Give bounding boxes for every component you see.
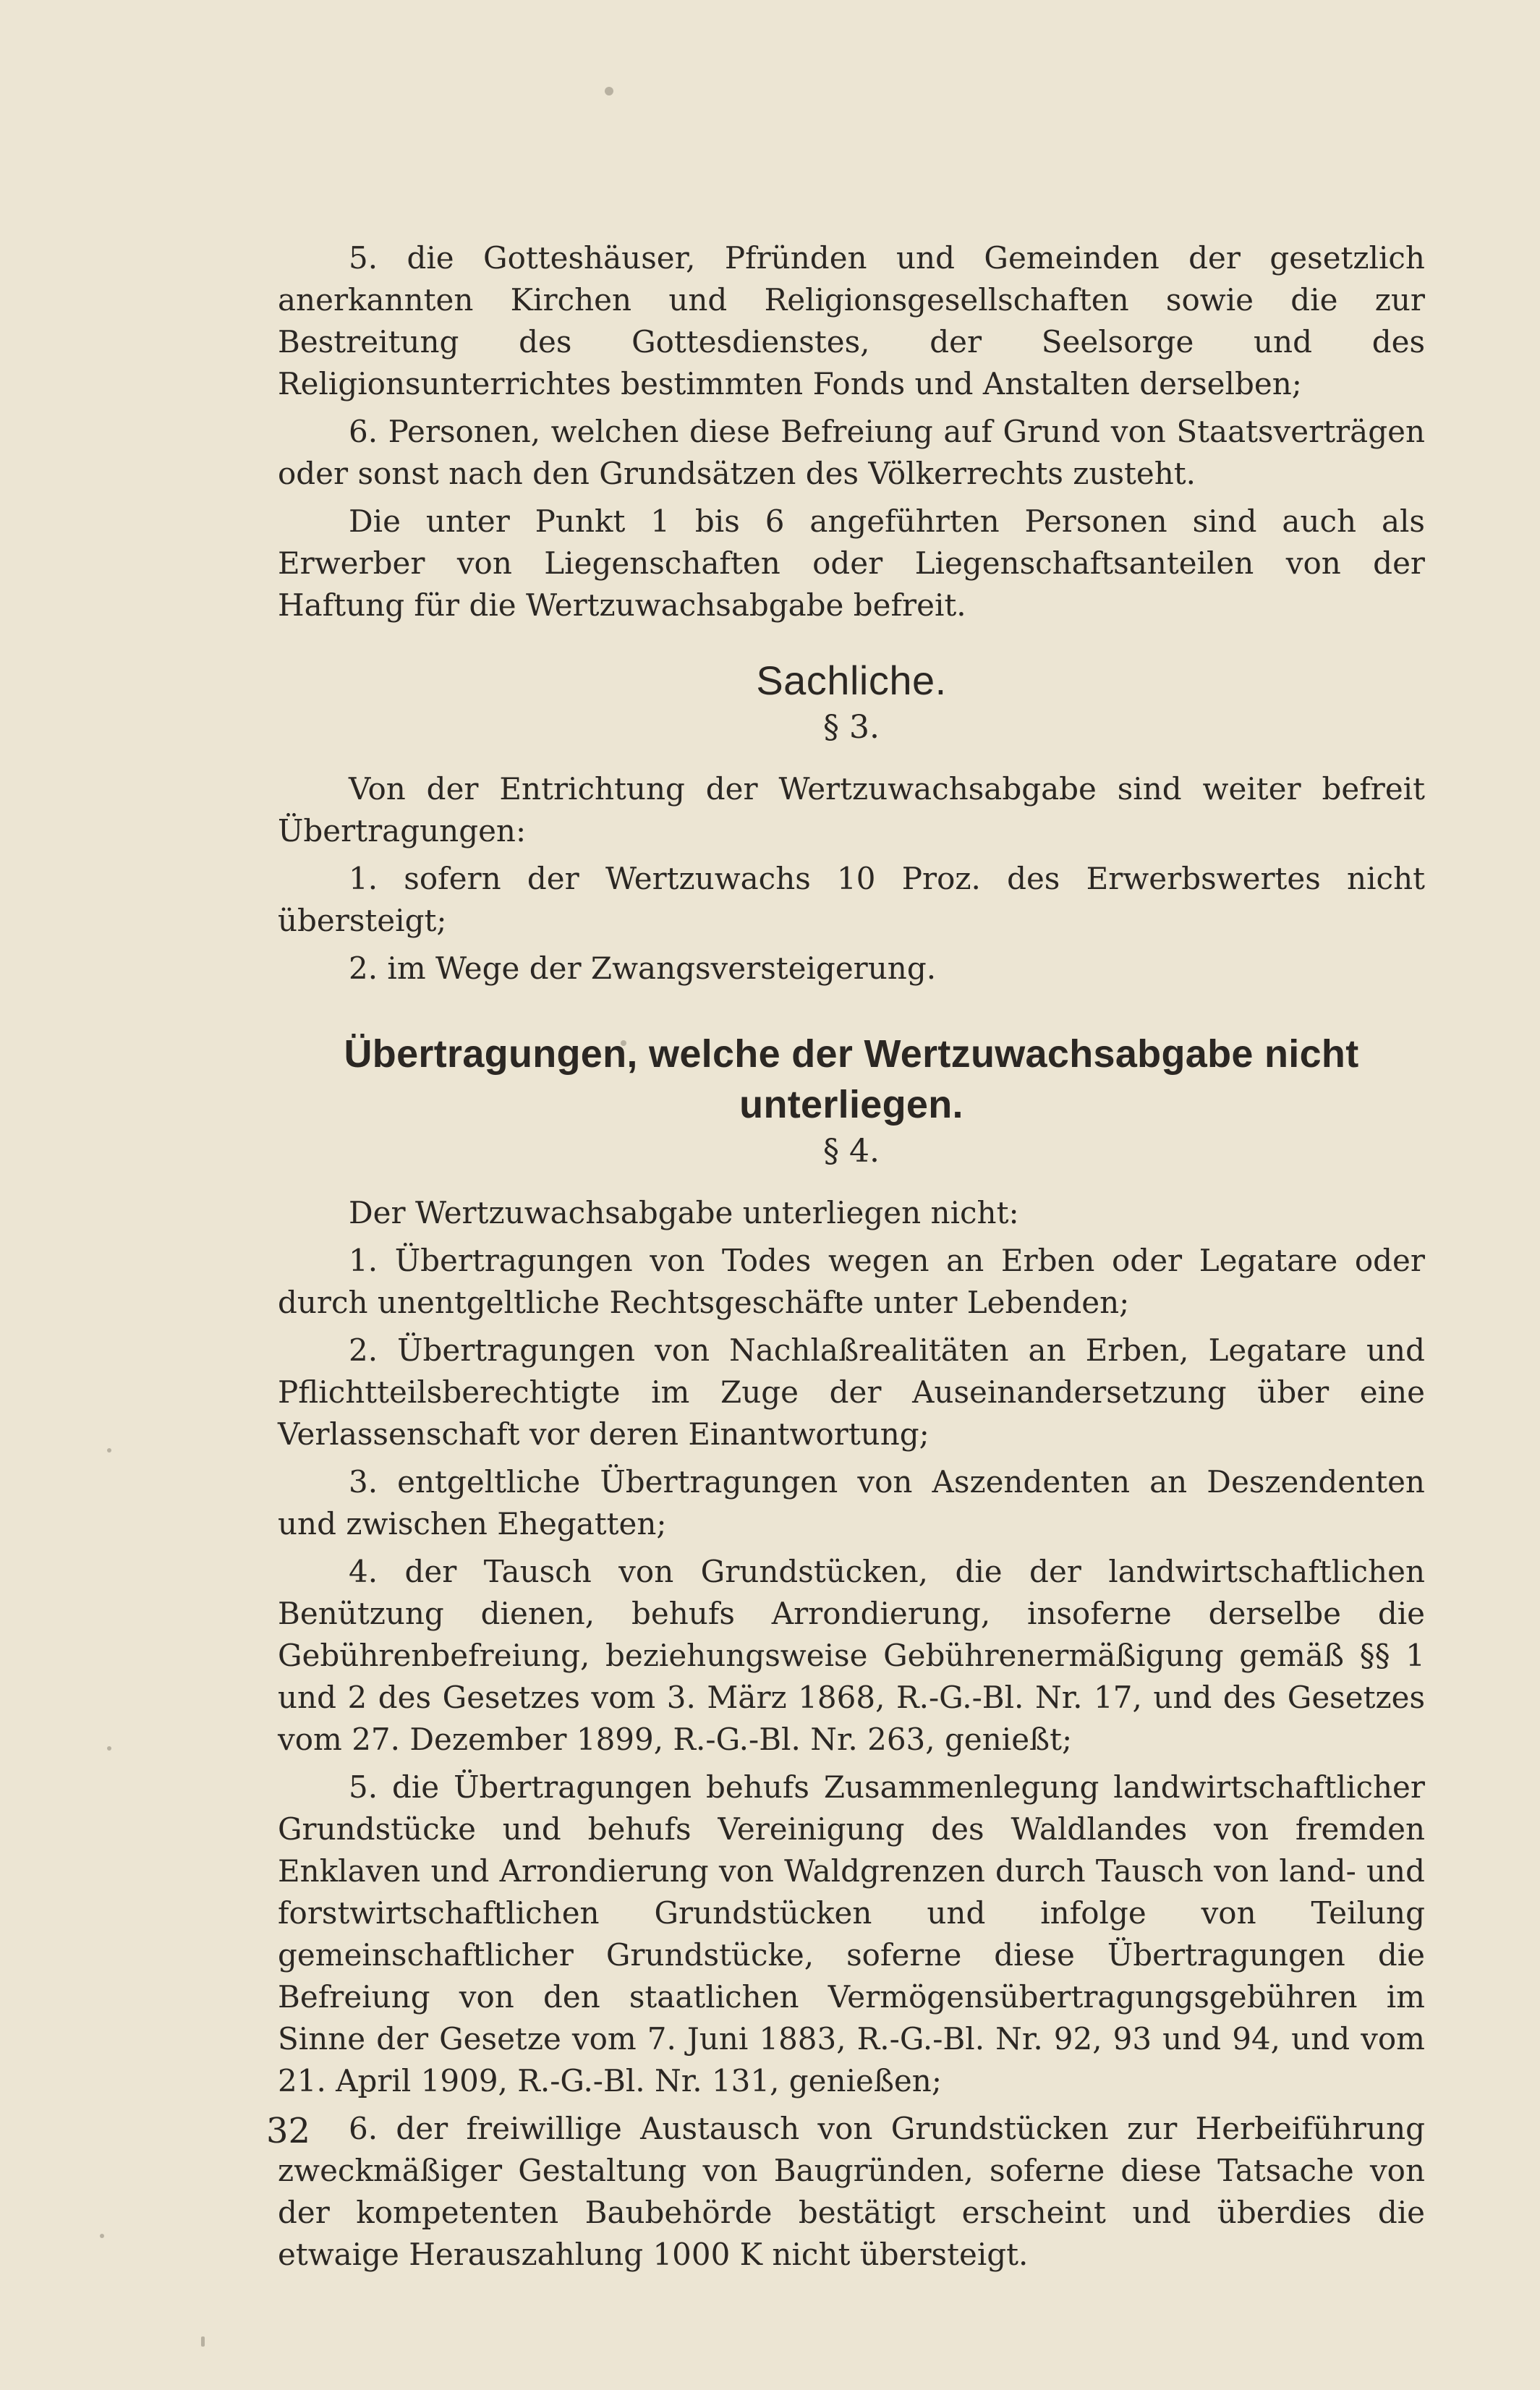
section-mark-4: § 4. — [823, 1133, 880, 1170]
section4-item-4: 4. der Tausch von Grundstücken, die der landwirtschaftlichen Benützung dienen, behufs Arrondierung, insoferne derselbe die Gebührenbefreiung, beziehungsweise Gebührenermäßigung gemäß §§ 1 und 2 des Gesetzes vom 3. März 1868, R.-G.-Bl. Nr. 17, und des Gesetzes vom 27. Dezember 1899, R.-G.-Bl. Nr. 263, genießt; — [278, 1554, 1425, 1757]
section4-item-3: 3. entgeltliche Übertragungen von Aszendenten an Deszendenten und zwischen Ehegatten; — [278, 1464, 1425, 1541]
section3-item-2: 2. im Wege der Zwangsversteigerung. — [349, 951, 937, 986]
section4-item-6: 6. der freiwillige Austausch von Grundstücken zur Herbeiführung zweckmäßiger Gestaltung von Baugründen, soferne diese Tatsache von der kompetenten Baubehörde bestätigt erscheint und überdies die etwaige Herauszahlung 1000 K nicht übersteigt. — [278, 2111, 1425, 2272]
paper-speck — [100, 2234, 104, 2238]
paper-speck — [107, 1448, 111, 1453]
section3-item-1: 1. sofern der Wertzuwachs 10 Proz. des Erwerbswertes nicht übersteigt; — [278, 861, 1425, 938]
section-heading-uebertragungen: Übertragungen, welche der Wertzuwachsabgabe nicht unterliegen. — [344, 1032, 1359, 1126]
paper-speck — [107, 1746, 111, 1751]
section-heading-sachliche: Sachliche. — [756, 658, 947, 703]
paragraph-liability-exemption: Die unter Punkt 1 bis 6 angeführten Personen sind auch als Erwerber von Liegenschaften oder Liegenschaftsanteilen von der Haftung für die Wertzuwachsabgabe befreit. — [278, 503, 1425, 623]
paper-speck — [605, 87, 613, 95]
paragraph-item-5-houses-of-worship: 5. die Gotteshäuser, Pfründen und Gemeinden der gesetzlich anerkannten Kirchen und Religionsgesellschaften sowie die zur Bestreitung des Gottesdienstes, der Seelsorge und des Religionsunterrichtes bestimmten Fonds und Anstalten derselben; — [278, 240, 1425, 401]
paper-speck — [201, 2336, 205, 2347]
section4-item-2: 2. Übertragungen von Nachlaßrealitäten an Erben, Legatare und Pflichtteilsberechtigte im Zuge der Auseinandersetzung über eine Verlassenschaft vor deren Einantwortung; — [278, 1332, 1425, 1452]
page-number: 32 — [266, 2111, 311, 2151]
paragraph-item-6-international-law: 6. Personen, welchen diese Befreiung auf Grund von Staatsverträgen oder sonst nach den Grundsätzen des Völkerrechts zusteht. — [278, 414, 1425, 491]
page-body — [278, 237, 1425, 2281]
section-mark-3: § 3. — [823, 709, 880, 746]
section4-item-5: 5. die Übertragungen behufs Zusammenlegung landwirtschaftlicher Grundstücke und behufs Vereinigung des Waldlandes von fremden Enklaven und Arrondierung von Waldgrenzen durch Tausch von land- und forstwirtschaftlichen Grundstücken und infolge von Teilung gemeinschaftlicher Grundstücke, soferne diese Übertragungen die Befreiung von den staatlichen Vermögensübertragungsgebühren im Sinne der Gesetze vom 7. Juni 1883, R.-G.-Bl. Nr. 92, 93 und 94, und vom 21. April 1909, R.-G.-Bl. Nr. 131, genießen; — [278, 1769, 1425, 2098]
section4-item-1: 1. Übertragungen von Todes wegen an Erben oder Legatare oder durch unentgeltliche Rechtsgeschäfte unter Lebenden; — [278, 1243, 1425, 1320]
section4-intro: Der Wertzuwachsabgabe unterliegen nicht: — [349, 1195, 1019, 1230]
section3-intro: Von der Entrichtung der Wertzuwachsabgabe sind weiter befreit Übertragungen: — [278, 771, 1425, 849]
